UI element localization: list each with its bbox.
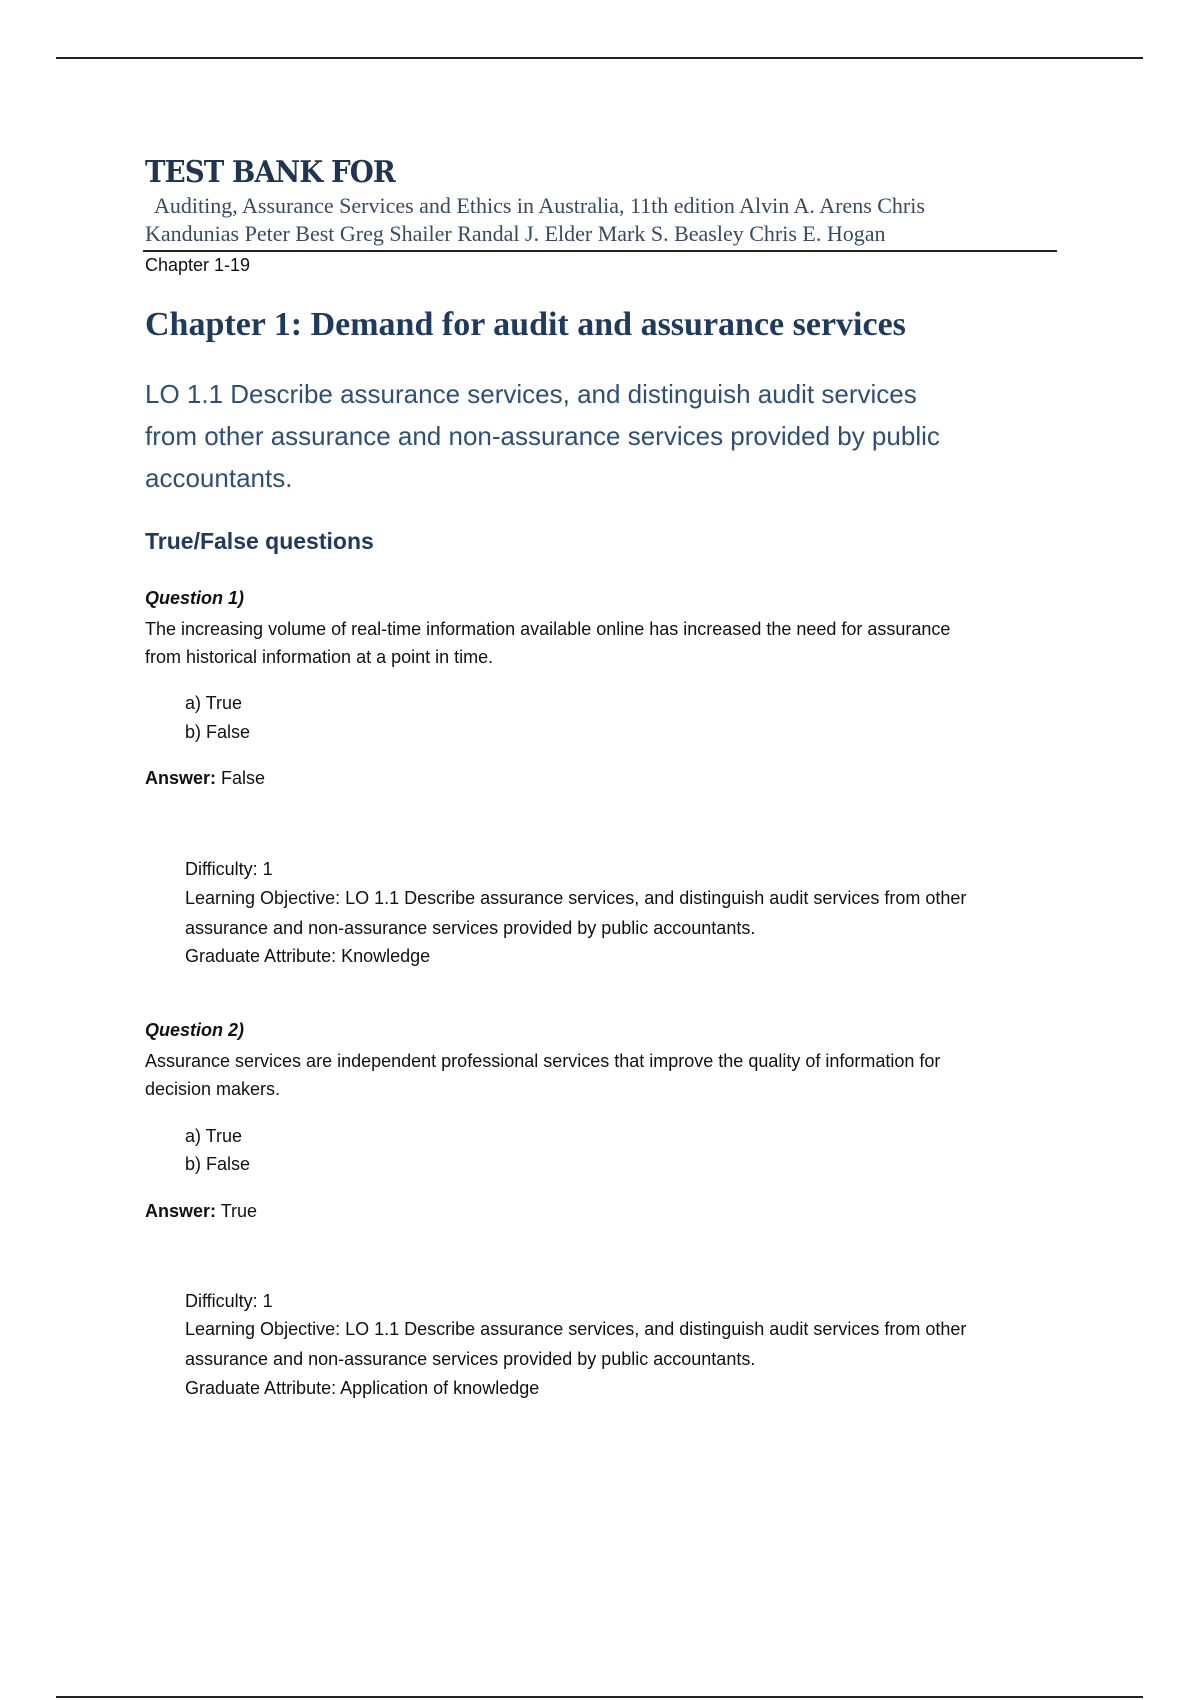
chapter-heading: Chapter 1: Demand for audit and assurance services bbox=[145, 306, 906, 343]
lo-line-1: LO 1.1 Describe assurance services, and distinguish audit services bbox=[145, 379, 917, 409]
document-title: TEST BANK FOR bbox=[145, 155, 395, 190]
question-1-attribute: Graduate Attribute: Knowledge bbox=[185, 946, 431, 966]
question-1-difficulty: Difficulty: 1 bbox=[185, 859, 273, 879]
page-top-rule bbox=[56, 57, 1143, 59]
question-2-label: Question 2) bbox=[145, 1020, 245, 1040]
question-2-text-line-2: decision makers. bbox=[145, 1079, 281, 1099]
question-2-difficulty: Difficulty: 1 bbox=[185, 1291, 273, 1311]
question-2-attribute: Graduate Attribute: Application of knowledge bbox=[185, 1378, 540, 1398]
section-heading: True/False questions bbox=[145, 528, 374, 554]
book-title-line-1: Auditing, Assurance Services and Ethics in Australia, 11th edition Alvin A. Arens Chris bbox=[154, 193, 925, 218]
question-1-text-line-1: The increasing volume of real-time information available online has increased the need for assurance bbox=[145, 619, 951, 639]
answer-value: True bbox=[220, 1201, 258, 1221]
question-2-option-b: b) False bbox=[185, 1154, 251, 1174]
question-1-objective-line-2: assurance and non-assurance services provided by public accountants. bbox=[185, 918, 756, 938]
question-1-option-a: a) True bbox=[185, 693, 243, 713]
question-2-option-a: a) True bbox=[185, 1126, 243, 1146]
question-1-answer bbox=[145, 769, 265, 787]
book-title-line-2: Kandunias Peter Best Greg Shailer Randal J. Elder Mark S. Beasley Chris E. Hogan bbox=[145, 221, 886, 246]
question-2-objective-line-2: assurance and non-assurance services provided by public accountants. bbox=[185, 1349, 756, 1369]
answer-label: Answer: bbox=[145, 1201, 217, 1221]
answer-value: False bbox=[221, 768, 266, 788]
header-underline bbox=[143, 250, 1057, 252]
answer-label: Answer: bbox=[145, 768, 217, 788]
question-2-text-line-1: Assurance services are independent professional services that improve the quality of information for bbox=[145, 1051, 941, 1071]
question-1-text-line-2: from historical information at a point in time. bbox=[145, 647, 494, 667]
chapter-range: Chapter 1-19 bbox=[145, 255, 251, 275]
question-1-objective-line-1: Learning Objective: LO 1.1 Describe assurance services, and distinguish audit services from other bbox=[185, 888, 967, 908]
question-2-objective-line-1: Learning Objective: LO 1.1 Describe assurance services, and distinguish audit services from other bbox=[185, 1319, 967, 1339]
page-bottom-rule bbox=[56, 1696, 1143, 1698]
question-2-answer bbox=[145, 1202, 257, 1220]
question-1-label: Question 1) bbox=[145, 588, 245, 608]
lo-line-2: from other assurance and non-assurance services provided by public bbox=[145, 421, 940, 451]
lo-line-3: accountants. bbox=[145, 463, 293, 493]
question-1-option-b: b) False bbox=[185, 722, 251, 742]
